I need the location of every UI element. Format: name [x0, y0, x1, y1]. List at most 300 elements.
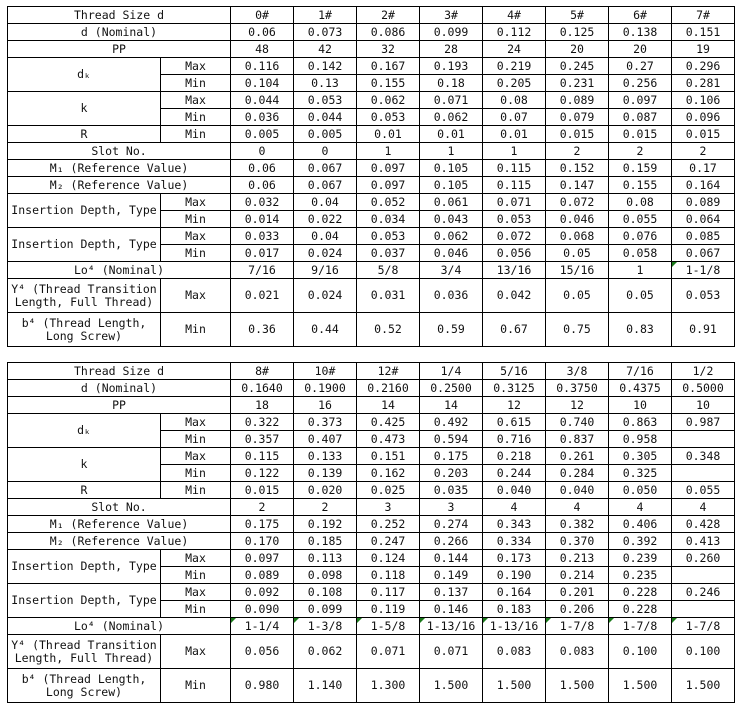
- b-thread-length-min-value: 0.67: [483, 313, 546, 347]
- min-label: Min: [161, 669, 231, 703]
- d-nominal-value: 0.2160: [357, 380, 420, 397]
- insertion-depth-max-value: 0.228: [609, 584, 672, 601]
- pp-label: PP: [8, 397, 231, 414]
- max-label: Max: [161, 279, 231, 313]
- k-max-value: 0.044: [231, 92, 294, 109]
- m1-label: M₁ (Reference Value): [8, 160, 231, 177]
- m1-value: 0.159: [609, 160, 672, 177]
- insertion-depth-max-value: 0.260: [672, 550, 735, 567]
- table-row: [8, 550, 735, 567]
- m2-value: 0.147: [546, 177, 609, 194]
- dk-min-value: 0.716: [483, 431, 546, 448]
- slot-no-value: 4: [483, 499, 546, 516]
- table-row: [8, 58, 735, 75]
- table-row: [8, 669, 735, 703]
- k-max-value: 0.218: [483, 448, 546, 465]
- k-max-value: 0.133: [294, 448, 357, 465]
- insertion-depth-min-value: [672, 601, 735, 618]
- m2-value: 0.06: [231, 177, 294, 194]
- insertion-depth-min-value: 0.056: [483, 245, 546, 262]
- d-nominal-value: 0.3750: [546, 380, 609, 397]
- insertion-depth-max-value: 0.246: [672, 584, 735, 601]
- d-nominal-value: 0.112: [483, 24, 546, 41]
- lo-nominal-label: Lo⁴ (Nominal): [8, 618, 231, 635]
- y-transition-max-value: 0.042: [483, 279, 546, 313]
- min-label: Min: [161, 567, 231, 584]
- insertion-depth-min-value: 0.024: [294, 245, 357, 262]
- thread-size-value: 1#: [294, 7, 357, 24]
- b-thread-length-min-value: 0.36: [231, 313, 294, 347]
- b-thread-length-min-value: 1.500: [546, 669, 609, 703]
- min-label: Min: [161, 245, 231, 262]
- dk-label: dₖ: [8, 414, 161, 448]
- y-transition-label: Y⁴ (Thread Transition Length, Full Thread): [8, 279, 161, 313]
- dimensions-table-small-sizes: [7, 6, 735, 347]
- table-row: [8, 92, 735, 109]
- r-min-value: 0.020: [294, 482, 357, 499]
- k-min-value: 0.203: [420, 465, 483, 482]
- thread-size-value: 7#: [672, 7, 735, 24]
- r-label: R: [8, 482, 161, 499]
- m2-label: M₂ (Reference Value): [8, 177, 231, 194]
- k-min-value: 0.139: [294, 465, 357, 482]
- lo-nominal-value: 1-1/8: [672, 262, 735, 279]
- dk-min-value: 0.155: [357, 75, 420, 92]
- m2-value: 0.170: [231, 533, 294, 550]
- insertion-depth-min-value: 0.228: [609, 601, 672, 618]
- table-row: [8, 262, 735, 279]
- k-min-value: 0.122: [231, 465, 294, 482]
- max-label: Max: [161, 414, 231, 431]
- k-min-value: 0.096: [672, 109, 735, 126]
- y-transition-max-value: 0.083: [546, 635, 609, 669]
- k-min-value: 0.087: [609, 109, 672, 126]
- table-row: [8, 397, 735, 414]
- pp-value: 10: [609, 397, 672, 414]
- insertion-depth-min-value: 0.146: [420, 601, 483, 618]
- slot-no-value: 4: [546, 499, 609, 516]
- pp-value: 12: [546, 397, 609, 414]
- pp-value: 48: [231, 41, 294, 58]
- insertion-depth-max-value: 0.032: [231, 194, 294, 211]
- pp-value: 20: [609, 41, 672, 58]
- pp-label: PP: [8, 41, 231, 58]
- pp-value: 14: [420, 397, 483, 414]
- b-thread-length-label: b⁴ (Thread Length, Long Screw): [8, 313, 161, 347]
- min-label: Min: [161, 431, 231, 448]
- y-transition-max-value: 0.021: [231, 279, 294, 313]
- m1-value: 0.428: [672, 516, 735, 533]
- insertion-depth-min-value: 0.090: [231, 601, 294, 618]
- slot-label: Slot No.: [8, 499, 231, 516]
- r-min-value: 0.005: [294, 126, 357, 143]
- m2-value: 0.164: [672, 177, 735, 194]
- insertion-depth-max-value: 0.076: [609, 228, 672, 245]
- d-nominal-value: 0.5000: [672, 380, 735, 397]
- k-max-value: 0.305: [609, 448, 672, 465]
- insertion-depth-min-value: 0.055: [609, 211, 672, 228]
- pp-value: 42: [294, 41, 357, 58]
- slot-no-value: 2: [231, 499, 294, 516]
- insertion-depth-max-value: 0.062: [420, 228, 483, 245]
- insertion-depth-max-value: 0.144: [420, 550, 483, 567]
- thread-size-value: 3#: [420, 7, 483, 24]
- d-nominal-value: 0.125: [546, 24, 609, 41]
- m2-value: 0.413: [672, 533, 735, 550]
- thread-size-value: 5/16: [483, 363, 546, 380]
- k-min-value: 0.162: [357, 465, 420, 482]
- max-label: Max: [161, 228, 231, 245]
- d-nominal-value: 0.086: [357, 24, 420, 41]
- thread-size-value: 6#: [609, 7, 672, 24]
- k-label: k: [8, 448, 161, 482]
- dk-max-value: 0.987: [672, 414, 735, 431]
- table-row: [8, 194, 735, 211]
- dk-min-value: 0.13: [294, 75, 357, 92]
- y-transition-max-value: 0.05: [609, 279, 672, 313]
- pp-value: 10: [672, 397, 735, 414]
- m2-value: 0.185: [294, 533, 357, 550]
- max-label: Max: [161, 550, 231, 567]
- insertion-depth-max-value: 0.052: [357, 194, 420, 211]
- dk-min-value: 0.205: [483, 75, 546, 92]
- y-transition-max-value: 0.100: [609, 635, 672, 669]
- table-row: [8, 499, 735, 516]
- insertion-depth-max-value: 0.053: [357, 228, 420, 245]
- d-nominal-value: 0.1900: [294, 380, 357, 397]
- d-nominal-value: 0.3125: [483, 380, 546, 397]
- d-nominal-value: 0.2500: [420, 380, 483, 397]
- k-min-value: 0.07: [483, 109, 546, 126]
- b-thread-length-min-value: 1.140: [294, 669, 357, 703]
- insertion-depth-min-value: 0.089: [231, 567, 294, 584]
- insertion-depth-min-value: 0.206: [546, 601, 609, 618]
- k-min-value: 0.036: [231, 109, 294, 126]
- b-thread-length-label: b⁴ (Thread Length, Long Screw): [8, 669, 161, 703]
- k-max-value: 0.175: [420, 448, 483, 465]
- min-label: Min: [161, 465, 231, 482]
- table-row: [8, 533, 735, 550]
- b-thread-length-min-value: 1.500: [420, 669, 483, 703]
- m1-value: 0.192: [294, 516, 357, 533]
- k-max-value: 0.261: [546, 448, 609, 465]
- dk-max-value: 0.27: [609, 58, 672, 75]
- k-min-value: 0.325: [609, 465, 672, 482]
- r-min-value: 0.015: [231, 482, 294, 499]
- r-min-value: 0.01: [420, 126, 483, 143]
- insertion-depth-max-value: 0.08: [609, 194, 672, 211]
- m2-label: M₂ (Reference Value): [8, 533, 231, 550]
- table-row: [8, 24, 735, 41]
- dk-max-value: 0.116: [231, 58, 294, 75]
- lo-nominal-value: 3/4: [420, 262, 483, 279]
- d-nominal-label: d (Nominal): [8, 24, 231, 41]
- dk-label: dₖ: [8, 58, 161, 92]
- insertion-depth-min-value: 0.014: [231, 211, 294, 228]
- insertion-depth-min-value: 0.058: [609, 245, 672, 262]
- slot-no-value: 1: [357, 143, 420, 160]
- dk-max-value: 0.373: [294, 414, 357, 431]
- dk-min-value: 0.18: [420, 75, 483, 92]
- k-max-value: 0.106: [672, 92, 735, 109]
- table-row: [8, 41, 735, 58]
- thread-size-value: 4#: [483, 7, 546, 24]
- table-row: [8, 7, 735, 24]
- insertion-depth-min-value: 0.046: [420, 245, 483, 262]
- slot-no-value: 1: [483, 143, 546, 160]
- dk-min-value: 0.473: [357, 431, 420, 448]
- max-label: Max: [161, 58, 231, 75]
- m1-value: 0.252: [357, 516, 420, 533]
- d-nominal-value: 0.151: [672, 24, 735, 41]
- slot-no-value: 3: [357, 499, 420, 516]
- table-row: [8, 160, 735, 177]
- table-row: [8, 414, 735, 431]
- lo-nominal-value: 1-7/8: [609, 618, 672, 635]
- y-transition-max-value: 0.062: [294, 635, 357, 669]
- k-min-value: 0.244: [483, 465, 546, 482]
- thread-size-value: 0#: [231, 7, 294, 24]
- slot-no-value: 2: [672, 143, 735, 160]
- k-label: k: [8, 92, 161, 126]
- dk-min-value: 0.281: [672, 75, 735, 92]
- y-transition-max-value: 0.053: [672, 279, 735, 313]
- insertion-depth-max-value: 0.097: [231, 550, 294, 567]
- m1-value: 0.06: [231, 160, 294, 177]
- m1-value: 0.175: [231, 516, 294, 533]
- dk-max-value: 0.863: [609, 414, 672, 431]
- r-min-value: 0.01: [483, 126, 546, 143]
- insertion-depth-max-value: 0.113: [294, 550, 357, 567]
- m1-value: 0.343: [483, 516, 546, 533]
- insertion-depth-max-value: 0.071: [483, 194, 546, 211]
- k-max-value: 0.089: [546, 92, 609, 109]
- insertion-depth-min-value: 0.034: [357, 211, 420, 228]
- thread-size-value: 5#: [546, 7, 609, 24]
- r-min-value: 0.025: [357, 482, 420, 499]
- max-label: Max: [161, 584, 231, 601]
- table-row: [8, 313, 735, 347]
- insertion-depth-max-value: 0.089: [672, 194, 735, 211]
- max-label: Max: [161, 448, 231, 465]
- insertion-depth-min-value: 0.183: [483, 601, 546, 618]
- b-thread-length-min-value: 0.52: [357, 313, 420, 347]
- slot-no-value: 2: [294, 499, 357, 516]
- insertion-depth-min-value: 0.214: [546, 567, 609, 584]
- insertion-depth-min-value: 0.235: [609, 567, 672, 584]
- dk-max-value: 0.740: [546, 414, 609, 431]
- lo-nominal-value: 1: [609, 262, 672, 279]
- insertion-depth-max-value: 0.092: [231, 584, 294, 601]
- min-label: Min: [161, 126, 231, 143]
- pp-value: 24: [483, 41, 546, 58]
- m2-value: 0.334: [483, 533, 546, 550]
- insertion-depth-max-value: 0.117: [357, 584, 420, 601]
- d-nominal-label: d (Nominal): [8, 380, 231, 397]
- thread-size-value: 10#: [294, 363, 357, 380]
- m2-value: 0.115: [483, 177, 546, 194]
- m2-value: 0.105: [420, 177, 483, 194]
- r-min-value: 0.040: [546, 482, 609, 499]
- m1-value: 0.097: [357, 160, 420, 177]
- insertion-depth-max-value: 0.068: [546, 228, 609, 245]
- b-thread-length-min-value: 0.59: [420, 313, 483, 347]
- dk-max-value: 0.167: [357, 58, 420, 75]
- dk-max-value: 0.322: [231, 414, 294, 431]
- d-nominal-value: 0.138: [609, 24, 672, 41]
- slot-no-value: 1: [420, 143, 483, 160]
- insertion-depth-min-value: 0.067: [672, 245, 735, 262]
- table-row: [8, 448, 735, 465]
- r-min-value: 0.015: [672, 126, 735, 143]
- dk-max-value: 0.142: [294, 58, 357, 75]
- lo-nominal-value: 1-1/4: [231, 618, 294, 635]
- d-nominal-value: 0.06: [231, 24, 294, 41]
- insertion-depth-max-value: 0.033: [231, 228, 294, 245]
- insertion-depth-min-value: 0.046: [546, 211, 609, 228]
- y-transition-max-value: 0.024: [294, 279, 357, 313]
- k-min-value: [672, 465, 735, 482]
- insertion-depth-max-value: 0.173: [483, 550, 546, 567]
- dk-max-value: 0.296: [672, 58, 735, 75]
- dk-max-value: 0.219: [483, 58, 546, 75]
- insertion-depth-min-value: 0.118: [357, 567, 420, 584]
- y-transition-max-value: 0.056: [231, 635, 294, 669]
- m2-value: 0.247: [357, 533, 420, 550]
- dk-min-value: 0.407: [294, 431, 357, 448]
- thread-size-value: 1/4: [420, 363, 483, 380]
- k-max-value: 0.151: [357, 448, 420, 465]
- lo-nominal-value: 9/16: [294, 262, 357, 279]
- lo-nominal-value: 13/16: [483, 262, 546, 279]
- dk-max-value: 0.615: [483, 414, 546, 431]
- r-min-value: 0.050: [609, 482, 672, 499]
- slot-no-value: 4: [672, 499, 735, 516]
- d-nominal-value: 0.4375: [609, 380, 672, 397]
- m1-value: 0.067: [294, 160, 357, 177]
- lo-nominal-value: 1-13/16: [420, 618, 483, 635]
- min-label: Min: [161, 601, 231, 618]
- r-min-value: 0.01: [357, 126, 420, 143]
- dk-min-value: 0.594: [420, 431, 483, 448]
- m2-value: 0.155: [609, 177, 672, 194]
- min-label: Min: [161, 482, 231, 499]
- r-min-value: 0.015: [609, 126, 672, 143]
- y-transition-max-value: 0.05: [546, 279, 609, 313]
- m2-value: 0.266: [420, 533, 483, 550]
- k-min-value: 0.079: [546, 109, 609, 126]
- thread-size-label: Thread Size d: [8, 363, 231, 380]
- insertion-depth-min-value: 0.119: [357, 601, 420, 618]
- m1-value: 0.17: [672, 160, 735, 177]
- b-thread-length-min-value: 0.44: [294, 313, 357, 347]
- insertion-depth-max-value: 0.124: [357, 550, 420, 567]
- k-max-value: 0.097: [609, 92, 672, 109]
- thread-size-value: 7/16: [609, 363, 672, 380]
- min-label: Min: [161, 75, 231, 92]
- insertion-depth-min-value: 0.05: [546, 245, 609, 262]
- table-row: [8, 618, 735, 635]
- insertion-depth-min-value: 0.043: [420, 211, 483, 228]
- b-thread-length-min-value: 1.300: [357, 669, 420, 703]
- insertion-depth-min-value: 0.053: [483, 211, 546, 228]
- pp-value: 19: [672, 41, 735, 58]
- slot-no-value: 4: [609, 499, 672, 516]
- m2-value: 0.392: [609, 533, 672, 550]
- k-min-value: 0.062: [420, 109, 483, 126]
- table-row: [8, 516, 735, 533]
- r-min-value: 0.035: [420, 482, 483, 499]
- dimensions-table-large-sizes: [7, 362, 735, 703]
- min-label: Min: [161, 211, 231, 228]
- insertion-depth-min-value: 0.098: [294, 567, 357, 584]
- insertion-depth-min-value: [672, 567, 735, 584]
- pp-value: 18: [231, 397, 294, 414]
- m2-value: 0.067: [294, 177, 357, 194]
- insertion-depth-min-value: 0.149: [420, 567, 483, 584]
- y-transition-max-value: 0.071: [357, 635, 420, 669]
- thread-size-value: 3/8: [546, 363, 609, 380]
- k-max-value: 0.053: [294, 92, 357, 109]
- slot-no-value: 0: [294, 143, 357, 160]
- pp-value: 32: [357, 41, 420, 58]
- b-thread-length-min-value: 1.500: [672, 669, 735, 703]
- slot-label: Slot No.: [8, 143, 231, 160]
- max-label: Max: [161, 635, 231, 669]
- table-row: [8, 279, 735, 313]
- k-max-value: 0.115: [231, 448, 294, 465]
- b-thread-length-min-value: 1.500: [483, 669, 546, 703]
- insertion-depth-max-value: 0.072: [546, 194, 609, 211]
- d-nominal-value: 0.073: [294, 24, 357, 41]
- lo-nominal-value: 7/16: [231, 262, 294, 279]
- k-max-value: 0.348: [672, 448, 735, 465]
- dk-max-value: 0.245: [546, 58, 609, 75]
- slot-no-value: 0: [231, 143, 294, 160]
- y-transition-max-value: 0.083: [483, 635, 546, 669]
- b-thread-length-min-value: 0.83: [609, 313, 672, 347]
- table-row: [8, 482, 735, 499]
- thread-size-label: Thread Size d: [8, 7, 231, 24]
- dk-min-value: 0.958: [609, 431, 672, 448]
- insertion-depth-max-value: 0.085: [672, 228, 735, 245]
- table-row: [8, 228, 735, 245]
- table-row: [8, 380, 735, 397]
- insertion-depth-max-value: 0.04: [294, 194, 357, 211]
- insertion-depth-max-value: 0.108: [294, 584, 357, 601]
- table-row: [8, 363, 735, 380]
- insertion-depth-max-value: 0.04: [294, 228, 357, 245]
- m1-value: 0.115: [483, 160, 546, 177]
- y-transition-max-value: 0.071: [420, 635, 483, 669]
- pp-value: 28: [420, 41, 483, 58]
- dk-max-value: 0.425: [357, 414, 420, 431]
- b-thread-length-min-value: 0.980: [231, 669, 294, 703]
- insertion-depth-max-value: 0.239: [609, 550, 672, 567]
- dk-max-value: 0.492: [420, 414, 483, 431]
- dk-min-value: [672, 431, 735, 448]
- dk-max-value: 0.193: [420, 58, 483, 75]
- pp-value: 14: [357, 397, 420, 414]
- dk-min-value: 0.104: [231, 75, 294, 92]
- insertion-depth-max-value: 0.061: [420, 194, 483, 211]
- insertion-depth-min-value: 0.190: [483, 567, 546, 584]
- lo-nominal-value: 1-7/8: [546, 618, 609, 635]
- insertion-depth-label: Insertion Depth, Type: [8, 194, 161, 228]
- r-min-value: 0.055: [672, 482, 735, 499]
- slot-no-value: 3: [420, 499, 483, 516]
- m1-value: 0.105: [420, 160, 483, 177]
